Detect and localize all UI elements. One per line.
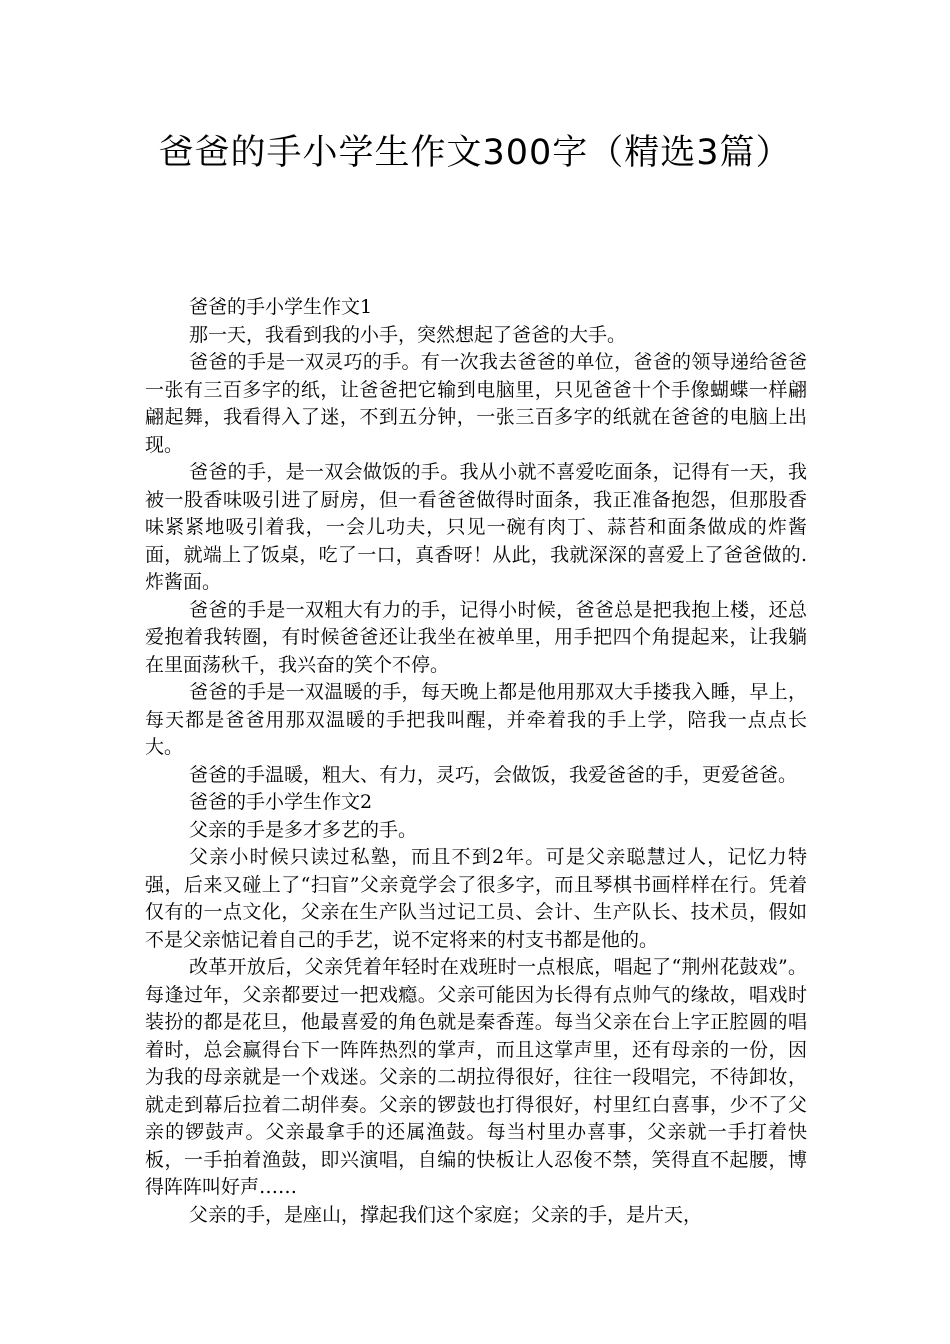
essay-1-heading: 爸爸的手小学生作文1 [189, 296, 373, 318]
paragraph: 父亲的手，是座山，撑起我们这个家庭；父亲的手，是片天， [189, 1203, 703, 1226]
essay-2-heading: 爸爸的手小学生作文2 [189, 791, 373, 813]
paragraph: 爸爸的手温暖，粗大、有力，灵巧，会做饭，我爱爸爸的手，更爱爸爸。 [189, 763, 798, 786]
paragraph: 爸爸的手是一双灵巧的手。有一次我去爸爸的单位，爸爸的领导递给爸爸一张有三百多字的纸，让爸爸把它输到电脑里，只见爸爸十个手像蝴蝶一样翩翩起舞，我看得入了迷，不到五分钟，一张三百多字的纸就在爸爸的电脑上出现。 [145, 351, 807, 456]
document-title: 爸爸的手小学生作文300字（精选3篇） [158, 133, 792, 173]
paragraph: 那一天，我看到我的小手，突然想起了爸爸的大手。 [189, 323, 627, 346]
paragraph: 爸爸的手，是一双会做饭的手。我从小就不喜爱吃面条，记得有一天，我被一股香味吸引进了厨房，但一看爸爸做得时面条，我正准备抱怨，但那股香味紧紧地吸引着我，一会儿功夫，只见一碗有肉丁、蒜苔和面条做成的炸酱面，就端上了饭桌，吃了一口，真香呀！从此，我就深深的喜爱上了爸爸做的.炸酱面。 [145, 461, 807, 593]
paragraph: 父亲小时候只读过私塾，而且不到2年。可是父亲聪慧过人，记忆力特强，后来又碰上了“扫盲”父亲竟学会了很多字，而且琴棋书画样样在行。凭着仅有的一点文化，父亲在生产队当过记工员、会计、生产队长、技术员，假如不是父亲惦记着自己的手艺，说不定将来的村支书都是他的。 [145, 846, 807, 951]
paragraph: 爸爸的手是一双温暖的手，每天晚上都是他用那双大手搂我入睡，早上，每天都是爸爸用那双温暖的手把我叫醒，并牵着我的手上学，陪我一点点长大。 [145, 681, 807, 758]
paragraph: 改革开放后，父亲凭着年轻时在戏班时一点根底，唱起了“荆州花鼓戏”。每逢过年，父亲都要过一把戏瘾。父亲可能因为长得有点帅气的缘故，唱戏时装扮的都是花旦，他最喜爱的角色就是秦香莲。每当父亲在台上字正腔圆的唱着时，总会赢得台下一阵阵热烈的掌声，而且这掌声里，还有母亲的一份，因为我的母亲就是一个戏迷。父亲的二胡拉得很好，往往一段唱完，不待卸妆，就走到幕后拉着二胡伴奏。父亲的锣鼓也打得很好，村里红白喜事，少不了父亲的锣鼓声。父亲最拿手的还属渔鼓。每当村里办喜事，父亲就一手打着快板，一手拍着渔鼓，即兴演唱，自编的快板让人忍俊不禁，笑得直不起腰，博得阵阵叫好声…… [145, 956, 807, 1198]
paragraph: 爸爸的手是一双粗大有力的手，记得小时候，爸爸总是把我抱上楼，还总爱抱着我转圈，有时候爸爸还让我坐在被单里，用手把四个角提起来，让我躺在里面荡秋千，我兴奋的笑个不停。 [145, 598, 807, 676]
paragraph: 父亲的手是多才多艺的手。 [189, 818, 418, 841]
document-body [145, 294, 807, 1229]
